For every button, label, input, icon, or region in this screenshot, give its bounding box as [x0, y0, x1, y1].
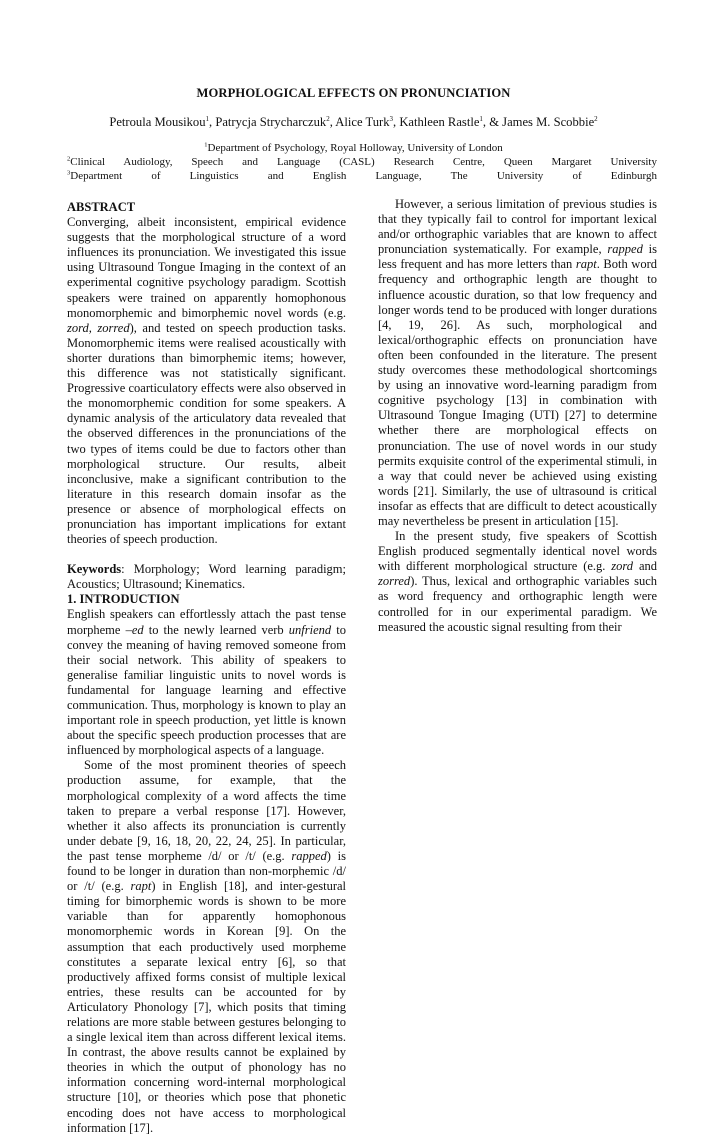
left-column — [67, 200, 346, 1136]
text-run: . Both word frequency and orthographic length are thought to influence acoustic duration, so that low frequency and longer words tend to be produced with longer durations [4, 19, 26]. As such, morphological and lexical/orthographic effects on pronunciation have often been confounded in the literature. The present study overcomes these methodological shortcomings by using an innovative word-learning paradigm from cognitive psychology [13] in combination with Ultrasound Tongue Imaging (UTI) [27] to determine whether there are morphological effects on pronunciation. The use of novel words in our study permits exquisite control of the experimental stimuli, in a way that could never be achieved using existing words [21]. Similarly, the use of ultrasound is critical insofar as effects that are difficult to detect acoustically may nevertheless be present in articulation [15]. — [378, 257, 657, 528]
text-run: is less frequent and has more letters than — [378, 242, 657, 272]
text-run: ) in English [18], and inter-gestural timing for bimorphemic words is shown to be more variable than for apparently homophonous monomorphemic words in Korean [9]. On the assumption that each productively used morpheme constitutes a separate lexical entry [6], so that productively affixed forms consist of multiple lexical entries, these results can be accounted for by Articulatory Phonology [7], which posits that timing relations are more stable between gestures belonging to a single lexical item than across different lexical items. In contrast, the above results cannot be explained by theories in which the output of phonology has no information concerning word-internal morphological structure [10], or theories which pose that phonetic encoding does not have access to morphological information [17]. — [67, 879, 347, 1135]
italic-run: rapped — [607, 242, 643, 257]
author-name: Alice Turk — [335, 115, 390, 129]
author-separator: , — [393, 115, 400, 129]
text-run: ). Thus, lexical and orthographic variables such as word frequency and orthographic length were controlled for in our experimental paradigm. We measured the acoustic signal resulting from their — [378, 574, 657, 634]
italic-run: rapped — [291, 848, 327, 863]
author-list — [0, 115, 707, 130]
author-separator: , & — [482, 115, 503, 129]
text-run: In the present study, five speakers of Scottish English produced segmentally identical novel words with different morphological structure (e.g. — [378, 529, 657, 574]
author-affiliation-marker: 2 — [326, 114, 330, 123]
author-name: Petroula Mousikou — [109, 115, 206, 129]
affiliation-text: Department of Psychology, Royal Holloway, University of London — [207, 142, 503, 154]
author-affiliation-marker: 1 — [479, 114, 483, 123]
author-name: Patrycja Strycharczuk — [215, 115, 327, 129]
intro-paragraph-2 — [67, 758, 346, 1135]
affiliation-text: Department of Linguistics and English Language, The University of Edinburgh — [70, 170, 657, 182]
affiliation-number: 1 — [204, 141, 208, 149]
text-run: English speakers can effortlessly attach the past tense morpheme — [67, 607, 346, 637]
author-affiliation-marker: 1 — [205, 114, 210, 123]
text-run: to the newly learned verb — [143, 622, 289, 637]
italic-run: unfriend — [288, 622, 332, 637]
italic-run: rapt — [130, 879, 152, 894]
keywords — [67, 562, 346, 592]
text-run: ) is found to be longer in duration than non-morphemic /d/ or /t/ (e.g. — [67, 848, 346, 894]
italic-run: zorred — [378, 574, 411, 589]
author-affiliation-marker: 3 — [389, 114, 394, 123]
text-run: and — [633, 559, 657, 574]
affiliation-3 — [67, 170, 657, 183]
italic-run: rapt — [575, 257, 597, 272]
author-separator: , — [209, 115, 216, 129]
affiliation-text: Clinical Audiology, Speech and Language (CASL) Research Centre, Queen Margaret University — [70, 156, 657, 168]
abstract-heading: ABSTRACT — [67, 200, 136, 214]
introduction-heading: 1. INTRODUCTION — [67, 592, 180, 607]
text-run: However, a serious limitation of previous studies is that they typically fail to control for important lexical and/or orthographic variables that are known to affect pronunciation systematically. For example, — [378, 197, 657, 257]
keywords-text: : Morphology; Word learning paradigm; Acoustics; Ultrasound; Kinematics. — [67, 562, 346, 592]
author-name: Kathleen Rastle — [399, 115, 480, 129]
intro-paragraph-4 — [378, 529, 657, 635]
affiliation-number: 3 — [67, 169, 71, 177]
author-affiliation-marker: 2 — [594, 114, 598, 123]
text-run: to convey the meaning of having removed someone from their social network. This ability of speakers to generalise familiar linguistic units to novel words is fundamental for language learning and effective communication. Thus, morphology is known to play an important role in speech production, yet little is known about the specific speech production processes that are influenced by morphological aspects of a language. — [67, 622, 346, 758]
author-separator: , — [329, 115, 336, 129]
keywords-label: Keywords — [67, 562, 122, 577]
paper-title: MORPHOLOGICAL EFFECTS ON PRONUNCIATION — [196, 86, 511, 100]
text-run: ), and tested on speech production tasks. Monomorphemic items were realised acoustically with shorter durations than bimorphemic items; however, this difference was not statistically significant. Progressive coarticulatory effects were also observed in the monomorphemic condition for some speakers. A dynamic analysis of the articulatory data revealed that the observed differences in the pronunciations of the two types of items could be due to factors other than morphological structure. Our results, albeit inconclusive, make a significant contribution to the literature in this research domain insofar as the presence or absence of morphological effects on pronunciation has important implications for extant theories of speech production. — [67, 320, 346, 547]
author-name: James M. Scobbie — [502, 115, 595, 129]
intro-paragraph-1 — [67, 607, 346, 758]
right-column — [378, 197, 657, 635]
abstract-text — [67, 215, 346, 547]
affiliation-number: 2 — [67, 155, 71, 163]
text-run: Some of the most prominent theories of speech production assume, for example, that the morphological complexity of a word affects the time taken to prepare a verbal response [17]. However, whether it also affects its pronunciation is currently under debate [9, 16, 18, 20, 22, 24, 25]. In particular, the past tense morpheme /d/ or /t/ (e.g. — [67, 758, 346, 863]
italic-run: –ed — [125, 622, 144, 637]
intro-paragraph-3 — [378, 197, 657, 529]
affiliation-2 — [67, 156, 657, 169]
text-run: Converging, albeit inconsistent, empirical evidence suggests that the morphological structure of a word influences its pronunciation. We investigated this issue using Ultrasound Tongue Imaging in the context of an experimental cognitive psychology paradigm. Scottish speakers were trained on apparently homophonous monomorphemic and bimorphemic novel words (e.g. — [67, 215, 346, 320]
italic-run: zord — [611, 559, 634, 574]
italic-run: zord, zorred — [67, 320, 130, 335]
affiliation-1 — [0, 142, 707, 154]
